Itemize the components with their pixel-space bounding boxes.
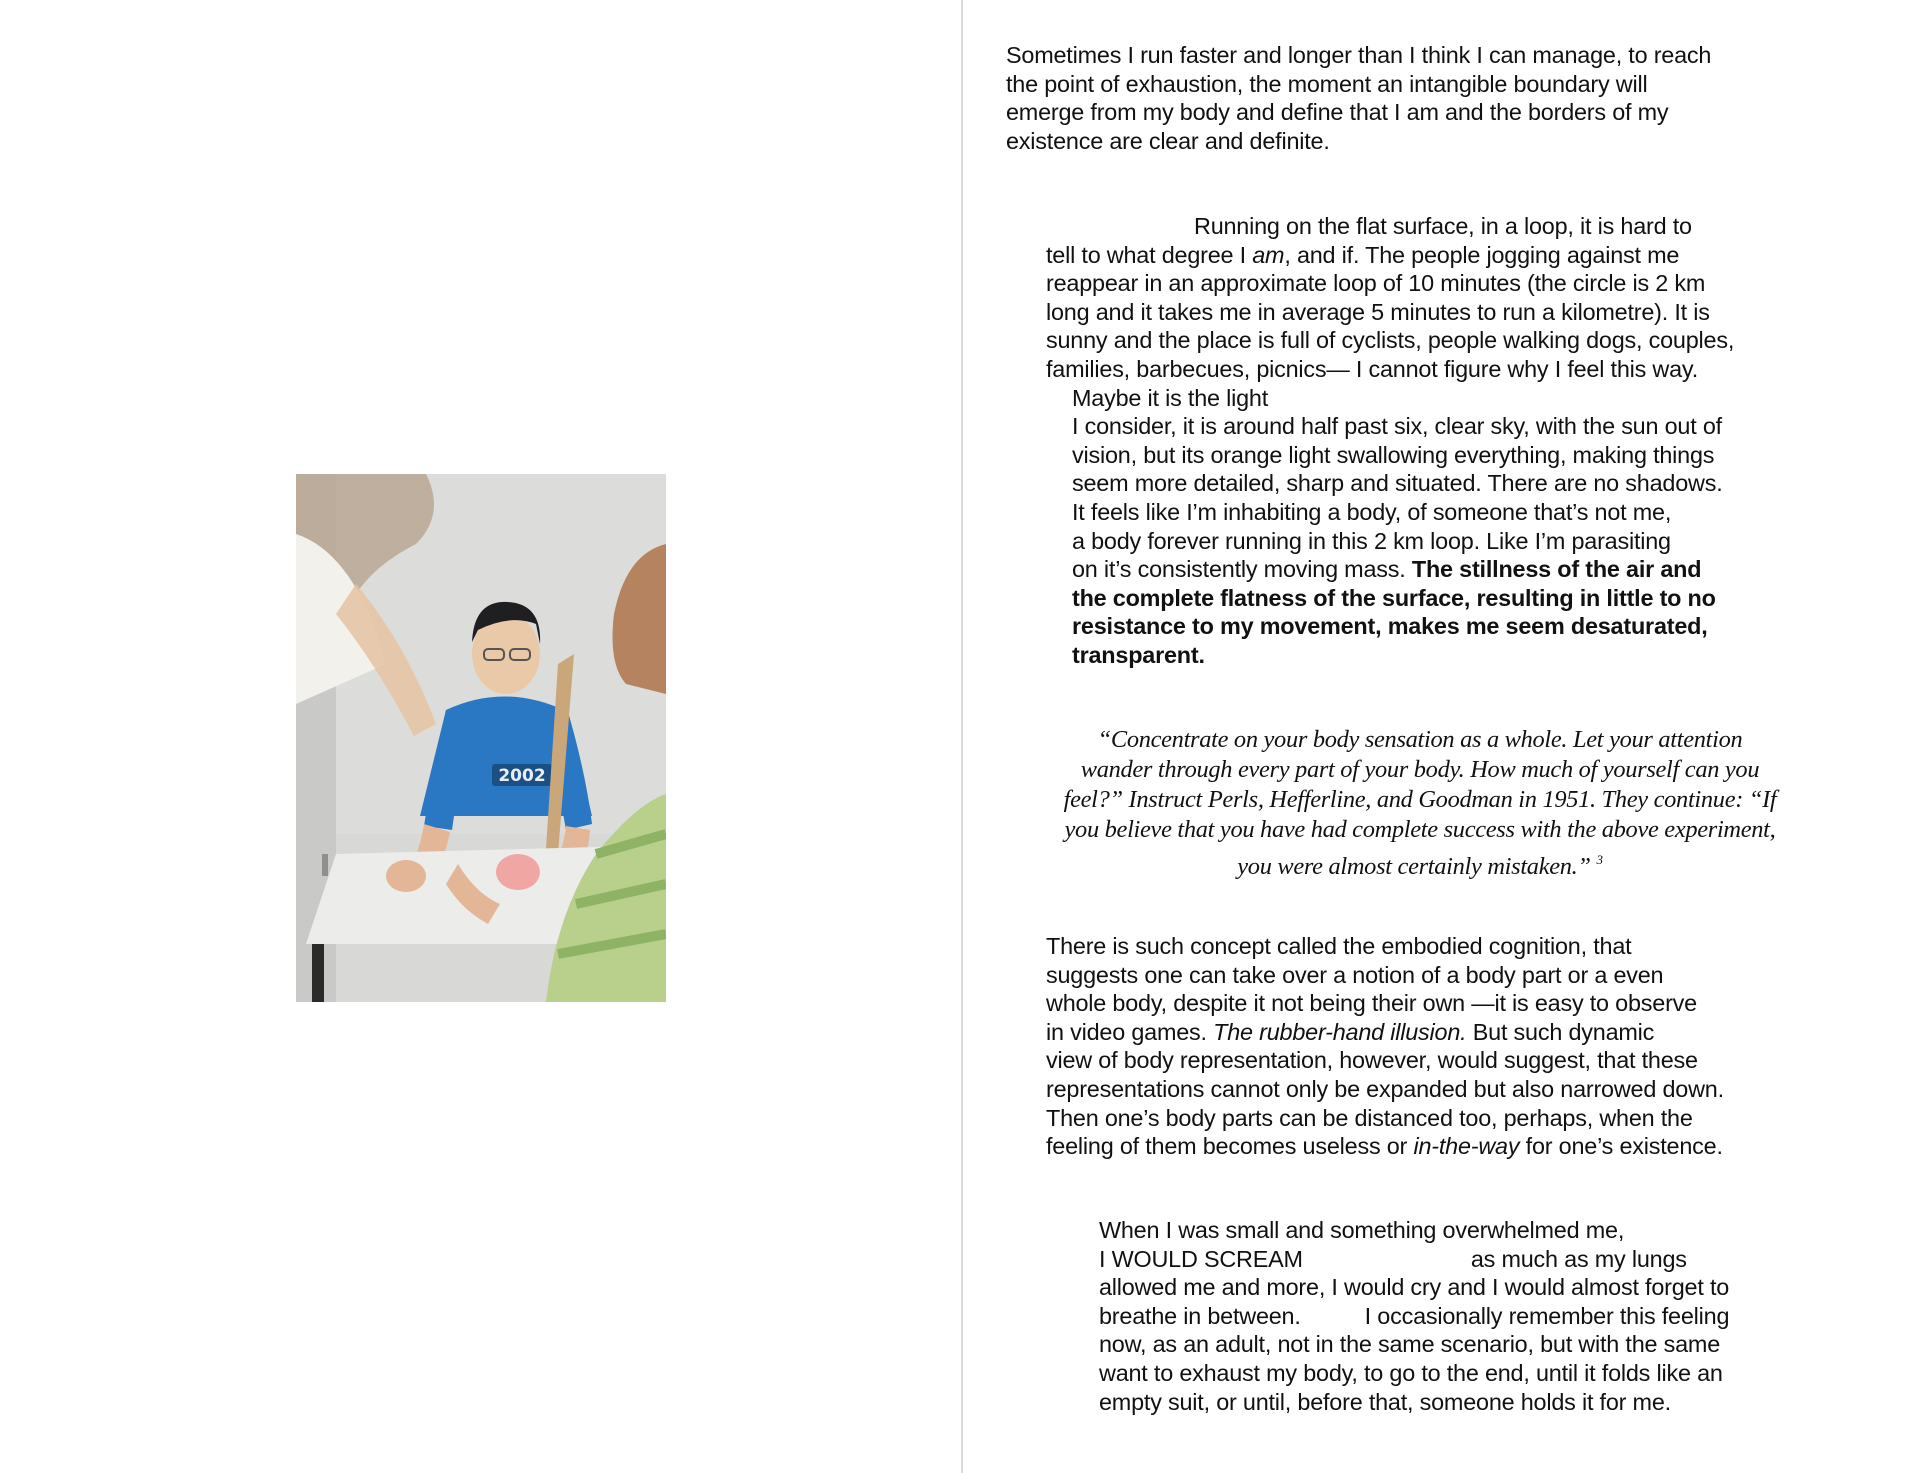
text-fragment: But such dynamic	[1466, 1018, 1655, 1045]
text-fragment: , and if. The people jogging against me	[1284, 241, 1680, 268]
text-line: transparent.	[1072, 641, 1205, 668]
text-line: long and it takes me in average 5 minutes to run a kilometre). It is	[1046, 298, 1710, 325]
text-fragment: feeling of them becomes useless or	[1046, 1133, 1414, 1160]
text-fragment: as much as my lungs	[1470, 1245, 1687, 1272]
text-fragment: breathe in between.	[1099, 1302, 1301, 1329]
text-line: a body forever running in this 2 km loop. Like I’m parasiting	[1072, 527, 1671, 554]
paragraph-running-loop	[1046, 212, 1806, 670]
quote-line: “Concentrate on your body sensation as a whole. Let your attention	[1097, 726, 1743, 753]
paragraph-exhaustion	[1006, 41, 1786, 155]
text-fragment: I occasionally remember this feeling	[1364, 1302, 1730, 1329]
quote-perls	[1040, 725, 1800, 882]
quote-line-content: you were almost certainly mistaken.”	[1237, 853, 1591, 880]
text-line: When I was small and something overwhelmed me,	[1099, 1217, 1625, 1243]
text-line: families, barbecues, picnics— I cannot figure why I feel this way.	[1046, 355, 1698, 382]
text-line: the complete flatness of the surface, resulting in little to no	[1072, 584, 1716, 611]
text-line	[1046, 1132, 1826, 1161]
quote-line	[1040, 845, 1800, 882]
text-line: allowed me and more, I would cry and I would almost forget to	[1099, 1274, 1730, 1301]
text-fragment: tell to what degree I	[1046, 241, 1253, 268]
quote-line: feel?” Instruct Perls, Hefferline, and Goodman in 1951. They continue: “If	[1063, 786, 1777, 813]
text-line: whole body, despite it not being their own —it is easy to observe	[1046, 990, 1697, 1017]
text-line	[1099, 1302, 1819, 1331]
text-line: suggests one can take over a notion of a body part or a even	[1046, 961, 1664, 988]
text-line	[1099, 1245, 1819, 1274]
text-line: Maybe it is the light	[1072, 384, 1269, 411]
text-line: now, as an adult, not in the same scenario, but with the same	[1099, 1331, 1721, 1358]
text-fragment: on it’s consistently moving mass.	[1072, 556, 1412, 583]
text-line	[1046, 212, 1806, 241]
quote-line: you believe that you have had complete success with the above experiment,	[1064, 816, 1776, 843]
svg-text:2002: 2002	[498, 766, 546, 786]
text-line: emerge from my body and define that I am and the borders of my	[1006, 99, 1669, 126]
text-fragment: I WOULD SCREAM	[1099, 1245, 1303, 1272]
footnote-marker: 3	[1596, 852, 1603, 867]
text-line: resistance to my movement, makes me seem desaturated,	[1072, 613, 1708, 640]
text-line: want to exhaust my body, to go to the end, until it folds like an	[1099, 1359, 1723, 1386]
photo-illustration	[296, 474, 666, 1002]
text-line: existence are clear and definite.	[1006, 127, 1330, 154]
text-line: seem more detailed, sharp and situated. There are no shadows.	[1072, 470, 1723, 497]
quote-line: wander through every part of your body. How much of yourself can you	[1080, 756, 1760, 783]
text-fragment: for one’s existence.	[1519, 1133, 1723, 1160]
emphasis-rubber-hand: The rubber-hand illusion.	[1213, 1018, 1467, 1045]
text-line: view of body representation, however, would suggest, that these	[1046, 1047, 1698, 1074]
text-line: There is such concept called the embodied cognition, that	[1046, 933, 1632, 959]
text-line: the point of exhaustion, the moment an intangible boundary will	[1006, 70, 1648, 97]
text-line: empty suit, or until, before that, someone holds it for me.	[1099, 1388, 1671, 1415]
emphasis-am: am	[1252, 241, 1285, 268]
text-line-content: Running on the flat surface, in a loop, it is hard to	[1194, 213, 1692, 239]
text-line: representations cannot only be expanded but also narrowed down.	[1046, 1075, 1724, 1102]
text-line: sunny and the place is full of cyclists, people walking dogs, couples,	[1046, 327, 1735, 354]
text-line	[1046, 1018, 1826, 1047]
text-line: It feels like I’m inhabiting a body, of someone that’s not me,	[1072, 498, 1672, 525]
emphasis-in-the-way: in-the-way	[1413, 1133, 1520, 1160]
text-line	[1072, 555, 1806, 584]
photo-rubber-hand-experiment	[296, 474, 666, 1002]
text-line: vision, but its orange light swallowing everything, making things	[1072, 441, 1715, 468]
text-line: Then one’s body parts can be distanced too, perhaps, when the	[1046, 1104, 1693, 1131]
paragraph-embodied-cognition	[1046, 932, 1826, 1161]
bold-fragment: The stillness of the air and	[1411, 556, 1702, 583]
text-line	[1046, 241, 1806, 270]
text-line: I consider, it is around half past six, clear sky, with the sun out of	[1072, 413, 1722, 440]
paragraph-scream	[1099, 1216, 1819, 1416]
text-line: reappear in an approximate loop of 10 minutes (the circle is 2 km	[1046, 270, 1706, 297]
text-fragment: in video games.	[1046, 1018, 1214, 1045]
text-line: Sometimes I run faster and longer than I think I can manage, to reach	[1006, 42, 1712, 68]
